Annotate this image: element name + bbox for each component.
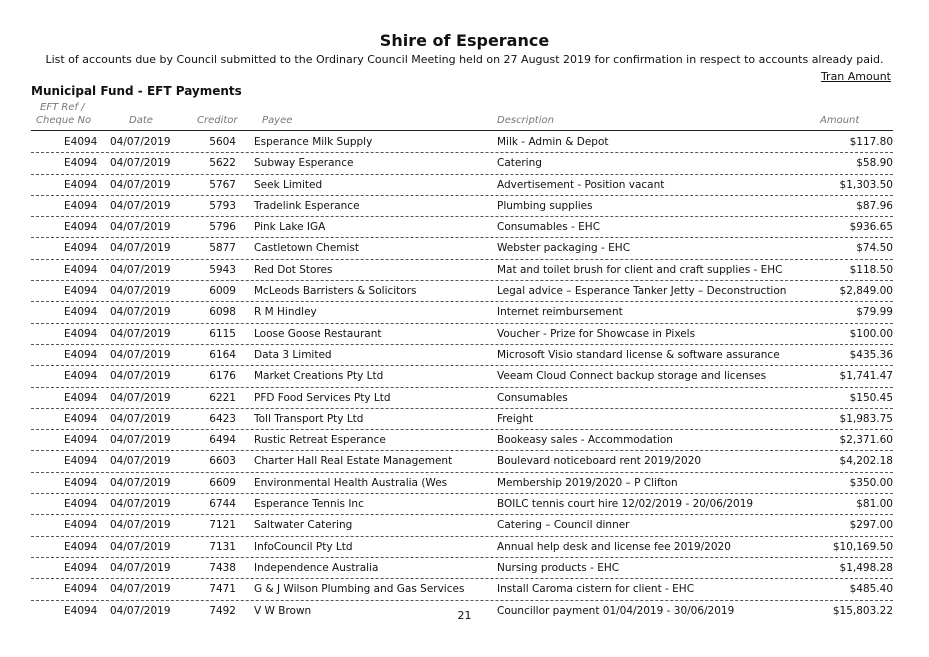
date-cell: 04/07/2019 (110, 476, 171, 489)
description-cell: Legal advice – Esperance Tanker Jetty – Deconstruction (497, 285, 787, 298)
table-row (31, 238, 893, 259)
creditor-cell: 7131 (209, 540, 236, 553)
amount-cell: $81.00 (856, 498, 893, 511)
page-number: 21 (457, 609, 472, 622)
table-row (31, 515, 893, 536)
table-row (31, 366, 893, 387)
description-cell: Veeam Cloud Connect backup storage and licenses (497, 370, 767, 383)
creditor-cell: 6744 (209, 498, 236, 511)
eft-ref-cell: E4094 (64, 263, 98, 276)
amount-cell: $2,849.00 (839, 285, 893, 298)
payee-cell: G & J Wilson Plumbing and Gas Services (254, 583, 465, 596)
eft-ref-cell: E4094 (64, 370, 98, 383)
eft-ref-cell: E4094 (64, 306, 98, 319)
eft-ref-cell: E4094 (64, 348, 98, 361)
eft-ref-cell: E4094 (64, 455, 98, 468)
amount-cell: $435.36 (849, 348, 893, 361)
payee-cell: Red Dot Stores (254, 263, 333, 276)
table-row (31, 132, 893, 153)
date-cell: 04/07/2019 (110, 370, 171, 383)
tran-amount-label: Tran Amount (820, 70, 891, 83)
table-row (31, 388, 893, 409)
date-cell: 04/07/2019 (110, 327, 171, 340)
eft-ref-cell: E4094 (64, 157, 98, 170)
table-row (31, 430, 893, 451)
date-cell: 04/07/2019 (110, 221, 171, 234)
date-cell: 04/07/2019 (110, 604, 171, 617)
column-header-description: Description (497, 115, 554, 126)
table-row (31, 473, 893, 494)
section-heading: Municipal Fund - EFT Payments (31, 84, 242, 98)
table-row (31, 558, 893, 579)
amount-cell: $117.80 (849, 136, 893, 148)
column-header-ref-line1: EFT Ref / (40, 102, 85, 113)
description-cell: Install Caroma cistern for client - EHC (497, 583, 695, 596)
description-cell: Consumables (497, 391, 568, 404)
payee-cell: V W Brown (254, 604, 312, 617)
description-cell: BOILC tennis court hire 12/02/2019 - 20/06/2019 (497, 498, 754, 511)
description-cell: Consumables - EHC (497, 221, 601, 234)
date-cell: 04/07/2019 (110, 242, 171, 255)
amount-cell: $1,498.28 (839, 561, 893, 574)
eft-ref-cell: E4094 (64, 561, 98, 574)
payee-cell: Esperance Milk Supply (254, 136, 373, 148)
creditor-cell: 5877 (209, 242, 236, 255)
eft-ref-cell: E4094 (64, 178, 98, 191)
eft-ref-cell: E4094 (64, 242, 98, 255)
creditor-cell: 6423 (209, 412, 236, 425)
creditor-cell: 6494 (209, 434, 236, 447)
document-subtitle: List of accounts due by Council submitted to the Ordinary Council Meeting held on 27 August 2019 for confirmation in respect to accounts already paid. (45, 53, 884, 66)
amount-cell: $1,303.50 (839, 178, 893, 191)
payee-cell: Rustic Retreat Esperance (254, 434, 386, 447)
description-cell: Milk - Admin & Depot (497, 136, 609, 148)
payee-cell: Tradelink Esperance (254, 199, 360, 212)
description-cell: Nursing products - EHC (497, 561, 620, 574)
description-cell: Plumbing supplies (497, 199, 593, 212)
payee-cell: PFD Food Services Pty Ltd (254, 391, 391, 404)
creditor-cell: 5604 (209, 136, 236, 148)
table-row (31, 537, 893, 558)
date-cell: 04/07/2019 (110, 285, 171, 298)
creditor-cell: 7492 (209, 604, 236, 617)
date-cell: 04/07/2019 (110, 412, 171, 425)
date-cell: 04/07/2019 (110, 306, 171, 319)
eft-ref-cell: E4094 (64, 604, 98, 617)
description-cell: Bookeasy sales - Accommodation (497, 434, 673, 447)
eft-ref-cell: E4094 (64, 327, 98, 340)
amount-cell: $87.96 (856, 199, 893, 212)
payments-table (31, 132, 893, 621)
eft-ref-cell: E4094 (64, 476, 98, 489)
creditor-cell: 6603 (209, 455, 236, 468)
payee-cell: Independence Australia (254, 561, 379, 574)
column-header-ref-line2: Cheque No (36, 115, 92, 126)
description-cell: Membership 2019/2020 – P Clifton (497, 476, 678, 489)
payee-cell: Charter Hall Real Estate Management (254, 455, 453, 468)
date-cell: 04/07/2019 (110, 434, 171, 447)
eft-ref-cell: E4094 (64, 519, 98, 532)
payee-cell: InfoCouncil Pty Ltd (254, 540, 353, 553)
amount-cell: $150.45 (849, 391, 893, 404)
payee-cell: Esperance Tennis Inc (254, 498, 364, 511)
amount-cell: $936.65 (849, 221, 893, 234)
creditor-cell: 6609 (209, 476, 236, 489)
amount-cell: $350.00 (849, 476, 893, 489)
eft-ref-cell: E4094 (64, 199, 98, 212)
date-cell: 04/07/2019 (110, 348, 171, 361)
creditor-cell: 6221 (209, 391, 236, 404)
creditor-cell: 5793 (209, 199, 236, 212)
eft-ref-cell: E4094 (64, 221, 98, 234)
date-cell: 04/07/2019 (110, 136, 171, 148)
date-cell: 04/07/2019 (110, 540, 171, 553)
date-cell: 04/07/2019 (110, 157, 171, 170)
creditor-cell: 5796 (209, 221, 236, 234)
table-row (31, 281, 893, 302)
creditor-cell: 7471 (209, 583, 236, 596)
description-cell: Webster packaging - EHC (497, 242, 631, 255)
creditor-cell: 6098 (209, 306, 236, 319)
table-row (31, 451, 893, 472)
date-cell: 04/07/2019 (110, 199, 171, 212)
description-cell: Freight (497, 412, 534, 425)
creditor-cell: 5767 (209, 178, 236, 191)
table-row (31, 217, 893, 238)
payee-cell: Pink Lake IGA (254, 221, 326, 234)
date-cell: 04/07/2019 (110, 561, 171, 574)
column-header-payee: Payee (262, 115, 293, 126)
payee-cell: McLeods Barristers & Solicitors (254, 285, 417, 298)
payee-cell: Seek Limited (254, 178, 323, 191)
amount-cell: $74.50 (856, 242, 893, 255)
amount-cell: $15,803.22 (832, 604, 893, 617)
payee-cell: Castletown Chemist (254, 242, 360, 255)
creditor-cell: 6176 (209, 370, 236, 383)
payee-cell: Loose Goose Restaurant (254, 327, 382, 340)
amount-cell: $4,202.18 (839, 455, 893, 468)
table-row (31, 175, 893, 196)
description-cell: Catering (497, 157, 542, 170)
description-cell: Voucher - Prize for Showcase in Pixels (497, 327, 696, 340)
amount-cell: $10,169.50 (832, 540, 893, 553)
payee-cell: Environmental Health Australia (Wes (254, 476, 448, 489)
amount-cell: $58.90 (856, 157, 893, 170)
table-row (31, 260, 893, 281)
date-cell: 04/07/2019 (110, 263, 171, 276)
amount-cell: $79.99 (856, 306, 893, 319)
date-cell: 04/07/2019 (110, 455, 171, 468)
payee-cell: Saltwater Catering (254, 519, 353, 532)
creditor-cell: 5622 (209, 157, 236, 170)
date-cell: 04/07/2019 (110, 498, 171, 511)
creditor-cell: 6164 (209, 348, 236, 361)
amount-cell: $2,371.60 (839, 434, 893, 447)
table-row (31, 345, 893, 366)
table-row (31, 579, 893, 600)
payee-cell: Data 3 Limited (254, 348, 332, 361)
description-cell: Mat and toilet brush for client and craft supplies - EHC (497, 263, 783, 276)
description-cell: Boulevard noticeboard rent 2019/2020 (497, 455, 702, 468)
eft-ref-cell: E4094 (64, 285, 98, 298)
date-cell: 04/07/2019 (110, 583, 171, 596)
description-cell: Microsoft Visio standard license & software assurance (497, 348, 780, 361)
column-header-date: Date (129, 115, 153, 126)
column-header-creditor: Creditor (197, 115, 238, 126)
description-cell: Internet reimbursement (497, 306, 623, 319)
creditor-cell: 6009 (209, 285, 236, 298)
table-row (31, 409, 893, 430)
column-header-amount: Amount (820, 115, 860, 126)
payee-cell: Toll Transport Pty Ltd (254, 412, 364, 425)
table-row (31, 153, 893, 174)
eft-ref-cell: E4094 (64, 583, 98, 596)
document-title: Shire of Esperance (379, 31, 550, 50)
eft-ref-cell: E4094 (64, 136, 98, 148)
header-rule (31, 130, 893, 131)
creditor-cell: 6115 (209, 327, 236, 340)
amount-cell: $100.00 (849, 327, 893, 340)
description-cell: Catering – Council dinner (497, 519, 630, 532)
amount-cell: $1,741.47 (839, 370, 893, 383)
table-row (31, 302, 893, 323)
eft-ref-cell: E4094 (64, 391, 98, 404)
description-cell: Advertisement - Position vacant (497, 178, 665, 191)
eft-ref-cell: E4094 (64, 540, 98, 553)
eft-ref-cell: E4094 (64, 412, 98, 425)
creditor-cell: 7121 (209, 519, 236, 532)
amount-cell: $485.40 (849, 583, 893, 596)
eft-ref-cell: E4094 (64, 498, 98, 511)
date-cell: 04/07/2019 (110, 519, 171, 532)
creditor-cell: 5943 (209, 263, 236, 276)
payee-cell: R M Hindley (254, 306, 317, 319)
table-row (31, 494, 893, 515)
amount-cell: $297.00 (849, 519, 893, 532)
amount-cell: $1,983.75 (839, 412, 893, 425)
description-cell: Annual help desk and license fee 2019/2020 (497, 540, 731, 553)
payee-cell: Market Creations Pty Ltd (254, 370, 384, 383)
amount-cell: $118.50 (849, 263, 893, 276)
eft-ref-cell: E4094 (64, 434, 98, 447)
table-row (31, 324, 893, 345)
table-row (31, 196, 893, 217)
creditor-cell: 7438 (209, 561, 236, 574)
payee-cell: Subway Esperance (254, 157, 354, 170)
date-cell: 04/07/2019 (110, 391, 171, 404)
date-cell: 04/07/2019 (110, 178, 171, 191)
description-cell: Councillor payment 01/04/2019 - 30/06/2019 (497, 604, 735, 617)
